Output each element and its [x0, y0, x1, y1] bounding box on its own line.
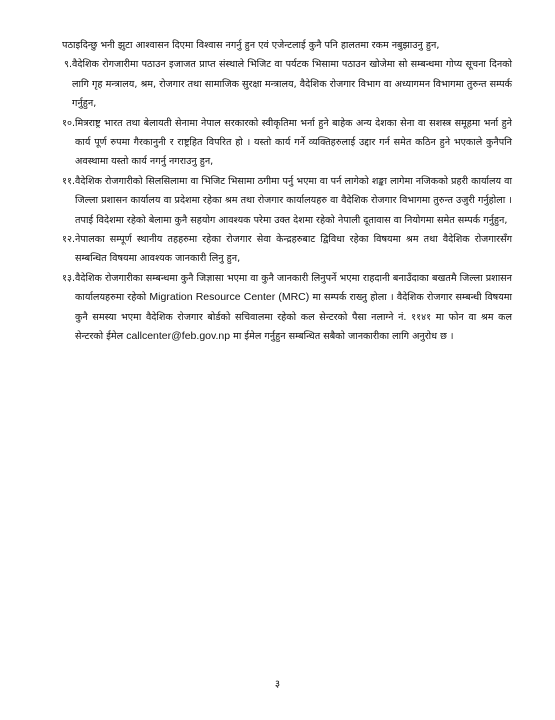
- list-item-13: [62, 269, 512, 347]
- list-item-11: [62, 172, 512, 230]
- item-text: नेपालका सम्पूर्ण स्थानीय तहहरुमा रहेका रोजगार सेवा केन्द्रहरुबाट द्विविधा रहेका विषयमा श्रम तथा वैदेशिक रोजगारसँग सम्बन्धित विषयमा आवश्यक जानकारी लिनु हुन,: [75, 234, 512, 265]
- item-text-part: मा सम्पर्क राख्नु होला । वैदेशिक रोजगार सम्बन्धी विषयमा कुनै समस्या भएमा वैदेशिक रोजगार बोर्डको सचिवालमा रहेको कल सेन्टरको पैसा नलाग्ने नं. ११४१ मा फोन वा श्रम कल सेन्टरको ईमेल: [75, 292, 512, 343]
- item-text-part: वैदेशिक रोजगारीका सम्बन्धमा कुनै जिज्ञासा भएमा वा कुनै जानकारी लिनुपर्ने भएमा राहदानी बनाउँदाका बखतमै जिल्ला प्रशासन कार्यालयहरुमा रहेको: [75, 272, 512, 304]
- list-item-9: [62, 55, 512, 113]
- list-item-12: [62, 230, 512, 269]
- item-text: वैदेशिक रोगजारीमा पठाउन इजाजत प्राप्त संस्थाले भिजिट वा पर्यटक भिसामा पठाउन खोजेमा सो सम्बन्धमा गोप्य सूचना दिनको लागि गृह मन्त्रालय, श्रम, रोजगार तथा सामाजिक सुरक्षा मन्त्रालय, वैदेशिक रोजगार विभाग वा अध्यागमन विभागमा तुरुन्त सम्पर्क गर्नुहुन,: [72, 59, 512, 110]
- item-number: १०.: [62, 117, 76, 129]
- item-number: ११.: [62, 175, 76, 187]
- item-number: १२.: [62, 234, 76, 246]
- item-text: मित्रराष्ट्र भारत तथा बेलायती सेनामा नेपाल सरकारको स्वीकृतिमा भर्ना हुने बाहेक अन्य देशका सेना वा सशस्त्र समूहमा भर्ना हुने कार्य पूर्ण रुपमा गैरकानुनी र राष्ट्रहित विपरित हो । यस्तो कार्य गर्ने व्यक्तिहरुलाई उद्दार गर्न समेत कठिन हुने भएकाले कुनैपनि अवस्थामा यस्तो कार्य नगर्नु नगराउनु हुन,: [75, 117, 512, 168]
- document-body: [62, 36, 512, 347]
- call-center-email: callcenter@feb.gov.np: [126, 330, 231, 343]
- item-number: १३.: [62, 272, 76, 284]
- list-item-10: [62, 114, 512, 172]
- migration-resource-center-name: Migration Resource Center (MRC): [149, 291, 310, 304]
- item-text: [75, 269, 512, 347]
- page-number: ३: [274, 679, 281, 690]
- item-text: वैदेशिक रोजगारीको सिलसिलामा वा भिजिट भिसामा ठगीमा पर्नु भएमा वा पर्न लागेको शङ्का लागेमा नजिकको प्रहरी कार्यालय वा जिल्ला प्रशासन कार्यालय वा प्रदेशमा रहेका श्रम तथा रोजगार कार्यालयहरु वा वैदेशिक रोजगार विभागमा तुरुन्त उजुरी गर्नुहोला । तपाई विदेशमा रहेको बेलामा कुनै सहयोग आवश्यक परेमा उक्त देशमा रहेको नेपाली दूतावास वा नियोगमा समेत सम्पर्क गर्नुहुन,: [75, 175, 512, 226]
- intro-paragraph: पठाइदिन्छु भनी झुटा आश्वासन दिएमा विश्वास नगर्नु हुन एवं एजेन्टलाई कुनै पनि हालतमा रकम नबुझाउनु हुन,: [62, 40, 440, 51]
- item-number: ९.: [64, 59, 73, 71]
- item-text-part: मा ईमेल गर्नुहुन सम्बन्धित सबैको जानकारीका लागि अनुरोध छ ।: [230, 331, 454, 343]
